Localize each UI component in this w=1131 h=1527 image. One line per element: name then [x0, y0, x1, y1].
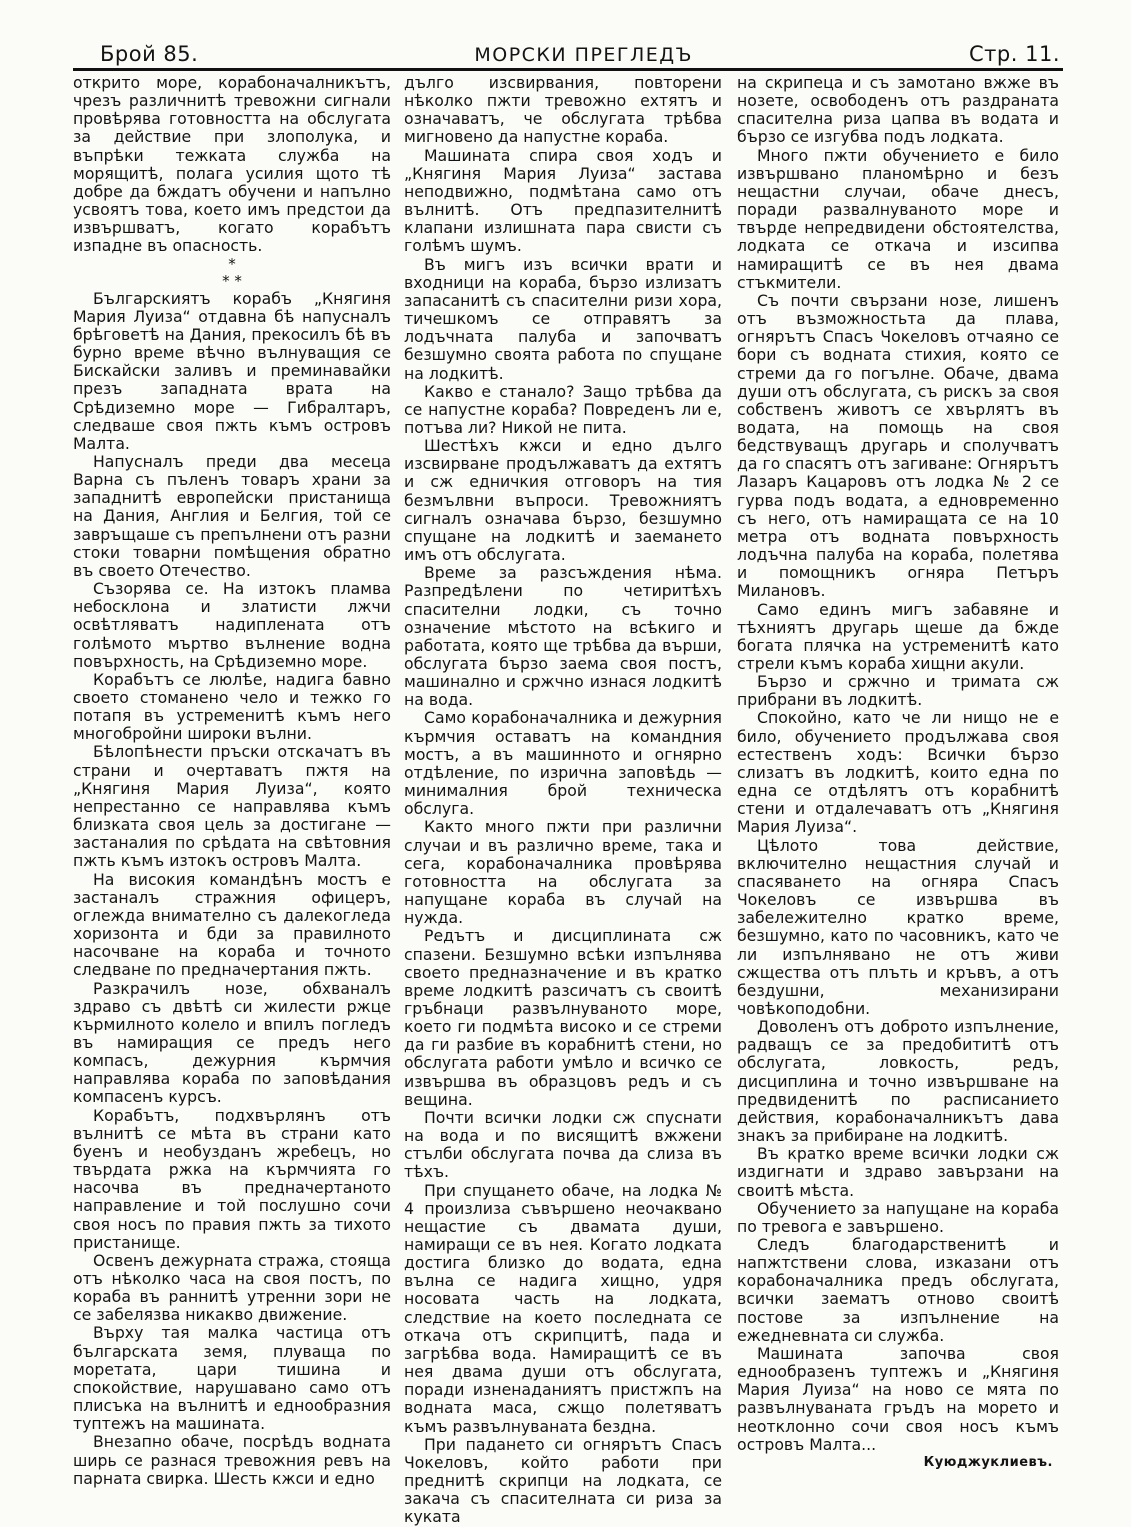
article-column-2	[404, 73, 722, 1527]
paragraph: Корабътъ се люлѣе, надига бавно своето стоманено чело и тежко го потапя въ устременитѣ къмъ него многобройни широки вълни.	[73, 669, 391, 744]
paragraph: Машината спира своя ходъ и „Княгиня Мария Луиза“ застава неподвижно, подмѣтана само отъ вълнитѣ. Отъ предпазителнитѣ клапани излишната пара свисти съ голѣмъ шумъ.	[404, 145, 722, 256]
paragraph: При спущането обаче, на лодка № 4 произлиза съвършено неочаквано нещастие съ двамата души, намиращи се въ нея. Когато лодката достига близко до водата, една вълна се надига хищно, удря носовата часть на лодката, следствие на което последната се откача отъ скрипцитѣ, пада и загрѣбва вода. Намиращитѣ се въ нея двама души отъ обслугата, поради изненаданиятъ пристжпъ на водната маса, сжщо полетяватъ къмъ развълнуваната бездна.	[404, 1180, 722, 1436]
paragraph: Редътъ и дисциплината сж спазени. Безшумно всѣки изпълнява своето предназначение и въ кратко време лодкитѣ разсичатъ съ своитѣ гръбнаци развълнуваното море, което ги подмѣта високо и се стреми да ги разбие въ корабнитѣ стени, но обслугата работи умѣло и всичко се извършва въ образцовъ редъ и съ вещина.	[404, 926, 722, 1109]
issue-number: Брой 85.	[100, 42, 199, 66]
paragraph: Следъ благодарственитѣ и напжтствени слова, изказани отъ корабоначалника предъ обслугата, всички заематъ отново своитѣ постове за изпълнение на ежедневната си служба.	[737, 1235, 1059, 1345]
article-column-3	[737, 74, 1059, 1474]
paragraph: Много пжти обучението е било извършвано планомѣрно и безъ нещастни случаи, обаче днесъ, поради развалнуваното море и твърде непредвидени обстоятелства, лодката се откача и изсипва намиращитѣ се въ нея двама стъкмители.	[737, 145, 1059, 292]
paragraph: Както много пжти при различни случаи и въ различно време, така и сега, корабоначалника провѣрява готовността на обслугата за напущане кораба въ случай на нужда.	[404, 817, 722, 928]
paragraph: При падането си огнярътъ Спасъ Чокеловъ, който работи при преднитѣ скрипци на лодката, се закача съ спасителната си риза за куката	[404, 1434, 722, 1527]
paragraph: Време за разсъждения нѣма. Разпредѣлени по четиритѣхъ спасителни лодки, съ точно означение мѣстото на всѣкиго и работата, която ще трѣбва да върши, обслугата бързо заема своя постъ, машинално и сржчно изнася лодкитѣ на вода.	[404, 563, 722, 710]
paragraph: Бѣлопѣнести пръски отскачатъ въ страни и очертаватъ пжтя на „Княгиня Мария Луиза“, която непрестанно се направлява къмъ близката своя цель за достигане — застаналия по срѣдата на свѣтовния пжть къмъ изтокъ островъ Малта.	[73, 742, 391, 871]
paragraph: Какво е станало? Защо трѣбва да се напустне кораба? Повреденъ ли е, потъва ли? Никой не пита.	[404, 381, 722, 437]
paragraph: Внезапно обаче, посрѣдъ водната ширь се разнася тревожния ревъ на парната свирка. Шесть кжси и едно	[73, 1432, 391, 1488]
paragraph: Съ почти свързани нозе, лишенъ отъ възможностьта да плава, огнярътъ Спасъ Чокеловъ отчаяно се бори съ водната стихия, която се стреми да го погълне. Обаче, двама души отъ обслугата, съ рискъ за своя собственъ животъ се хвърлятъ въ водата, на помощь на своя бедствуващъ другарь и сполучватъ да го спасятъ отъ загиване: Огнярътъ Лазаръ Кацаровъ отъ лодка № 2 се гурва подъ водата, а едновременно съ него, отъ намиращата се на 10 метра отъ водната повърхность лодъчна палуба на кораба, полетява и помощникъ огняра Петъръ Милановъ.	[737, 290, 1059, 601]
paragraph: Въ кратко време всички лодки сж издигнати и здраво завързани на своитѣ мѣста.	[737, 1144, 1059, 1200]
publication-title: МОРСКИ ПРЕГЛЕДЪ	[474, 44, 693, 66]
paragraph: Бързо и сржчно и тримата сж прибрани въ лодкитѣ.	[737, 672, 1059, 710]
page-number: Стр. 11.	[969, 42, 1060, 66]
paragraph: откритo море, корабоначалникътъ, чрезъ различнитѣ тревожни сигнали провѣрява готовността на обслугата за действие при злополука, и въпрѣки тежката служба на морящитѣ, полага усилия щото тѣ добре да бждатъ обучени и напълно усвоятъ това, което имъ предстои да извършватъ, когато корабътъ изпадне въ опасность.	[73, 73, 391, 256]
paragraph: Само корабоначалника и дежурния кърмчия оставатъ на командния мостъ, а въ машинното и огнярно отдѣление, по изрична заповѣдь — минималния брой техническа обслуга.	[404, 708, 722, 819]
page-header	[100, 30, 1060, 66]
paragraph: дълго изсвирвания, повторени нѣколко пжти тревожно ехтятъ и означаватъ, че обслугата трѣбва мигновено да напустне кораба.	[404, 73, 722, 147]
paragraph: Спокойно, като че ли нищо не е било, обучението продължава своя естественъ ходъ: Всички бързо слизатъ въ лодкитѣ, които една по една се отдѣлятъ отъ корабнитѣ стени и отдалечаватъ отъ „Княгиня Мария Луиза“.	[737, 708, 1059, 837]
paragraph: Българскиятъ корабъ „Княгиня Мария Луиза“ отдавна бѣ напусналъ брѣговетѣ на Дания, прекосилъ бѣ въ бурно време вѣчно вълнуващия се Бискайски заливъ и преминавайки презъ западната врата на Срѣдиземно море — Гибралтаръ, следваше своя пжть къмъ островъ Малта.	[73, 288, 391, 453]
paragraph: Само единъ мигъ забавяне и тѣхниятъ другарь щеше да бжде богата плячка на устременитѣ като стрели къмъ кораба хищни акули.	[737, 599, 1059, 673]
paragraph: Освенъ дежурната стража, стояща отъ нѣколко часа на своя постъ, по кораба въ раннитѣ утренни зори не се забелязва никакво движение.	[73, 1250, 391, 1325]
paragraph: Машината започва своя еднообразенъ туптежъ и „Княгиня Мария Луиза“ на ново се мята по развълнуваната гръдъ на морето и неотклонно сочи своя носъ къмъ островъ Малта...	[737, 1343, 1059, 1454]
paragraph: Корабътъ, подхвърлянъ отъ вълнитѣ се мѣта въ страни като буенъ и необузданъ жребецъ, но твърдата ржка на кърмчията го насочва въ предначертаното направление и той послушно сочи своя носъ по правия пжть за тихото пристанище.	[73, 1105, 391, 1252]
header-rule	[73, 68, 1063, 71]
paragraph: Обучението за напущане на кораба по тревога е завършено.	[737, 1198, 1059, 1236]
paragraph: Цѣлото това действие, включително нещастния случай и спасяването на огняра Спасъ Чокеловъ се извършва въ забележително кратко време, безшумно, като по часовникъ, като че ли изпълнявано не отъ живи сжщества отъ плъть и кръвъ, а отъ бездушни, механизирани човѣкоподобни.	[737, 835, 1059, 1018]
section-separator: * * *	[222, 254, 242, 290]
paragraph: Съзорява се. На изтокъ пламва небосклона и златисти лжчи освѣтляватъ надиплената отъ голѣмото мъртво вълнение водна повърхность, на Срѣдиземно море.	[73, 579, 391, 671]
paragraph: Почти всички лодки сж спуснати на вода и по висящитѣ вжжени стълби обслугата почва да слиза въ тѣхъ.	[404, 1107, 722, 1182]
author-signature: Куюджуклиевъ.	[923, 1454, 1053, 1470]
paragraph: Върху тая малка частица отъ българската земя, плуваща по моретата, цари тишина и спокойствие, нарушавано само отъ плисъка на вълнитѣ и еднообразния туптежъ на машината.	[73, 1323, 391, 1434]
article-column-1	[73, 73, 391, 1488]
paragraph: На високия командѣнъ мостъ е застаналъ стражния офицеръ, оглежда внимателно съ далекогледа хоризонта и бди за правилното насочване на кораба и точното следване по предначертания пжть.	[73, 869, 391, 980]
paragraph: Шестѣхъ кжси и едно дълго изсвирване продължаватъ да ехтятъ и сж едничкия отговоръ на тия безмълвни въпроси. Тревожниятъ сигналъ означава бързо, безшумно спущане на лодкитѣ и заемането имъ отъ обслугата.	[404, 436, 722, 565]
paragraph: Напусналъ преди два месеца Варна съ пъленъ товаръ храни за западнитѣ европейски пристанища на Дания, Англия и Белгия, той се завръщаше съ препълнени отъ разни стоки товарни помѣщения обратно въ своето Отечество.	[73, 451, 391, 580]
paragraph: Доволенъ отъ доброто изпълнение, радващъ се за предобититѣ отъ обслугата, ловкость, редъ, дисциплина и точно извършване на предвиденитѣ по расписанието действия, корабоначалникътъ дава знакъ за прибиране на лодкитѣ.	[737, 1017, 1059, 1146]
paragraph: Разкрачилъ нозе, обхваналъ здраво съ двѣтѣ си жилести ржце кърмилното колело и впилъ погледъ въ намиращия се предъ него компасъ, дежурния кърмчия направлява кораба по заповѣдания компасенъ курсъ.	[73, 978, 391, 1107]
paragraph: Въ мигъ изъ всички врати и входници на кораба, бързо излизатъ запасанитѣ съ спасителни ризи хора, тичешкомъ се отправятъ за лодъчната палуба и започватъ безшумно своята работа по спущане на лодкитѣ.	[404, 254, 722, 383]
paragraph: на скрипеца и съ замотано вжже въ нозете, освободенъ отъ раздраната спасителна риза цапва въ водата и бързо се изгубва подъ лодката.	[737, 73, 1059, 147]
